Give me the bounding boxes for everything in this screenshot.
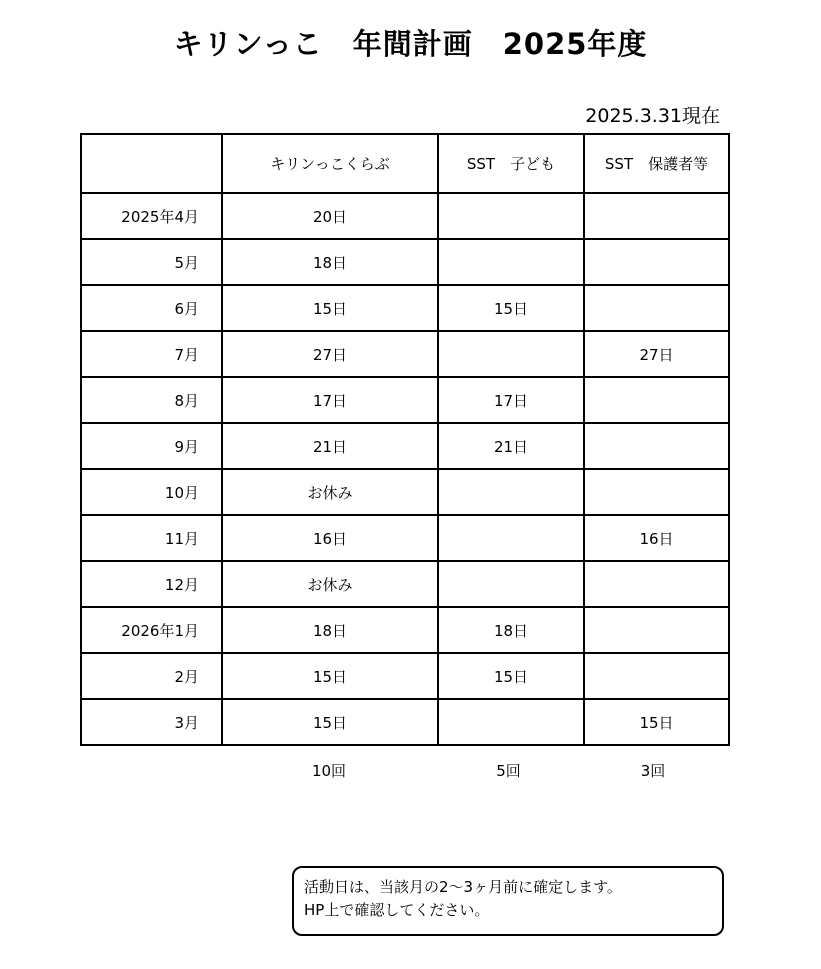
- cell-sst-child: [438, 239, 584, 285]
- table-row: [81, 515, 729, 561]
- cell-sst-child: [438, 699, 584, 745]
- cell-sst-parent: [584, 469, 729, 515]
- cell-club: 16日: [222, 515, 438, 561]
- cell-club: 18日: [222, 239, 438, 285]
- cell-club: 17日: [222, 377, 438, 423]
- table-row: [81, 699, 729, 745]
- notice-line-2: HP上で確認してください。: [304, 901, 490, 919]
- notice-box: [292, 866, 724, 936]
- cell-sst-parent: 16日: [584, 515, 729, 561]
- cell-club: 15日: [222, 285, 438, 331]
- table-body: [81, 193, 729, 745]
- cell-month: 2月: [81, 653, 222, 699]
- table-row: [81, 561, 729, 607]
- cell-sst-child: 17日: [438, 377, 584, 423]
- total-sst-parent: 3回: [640, 762, 666, 780]
- cell-sst-child: 15日: [438, 285, 584, 331]
- cell-sst-parent: [584, 377, 729, 423]
- cell-month: 10月: [81, 469, 222, 515]
- table-row: [81, 653, 729, 699]
- cell-month: 11月: [81, 515, 222, 561]
- cell-sst-parent: [584, 653, 729, 699]
- header-month: [81, 134, 222, 193]
- cell-month: 3月: [81, 699, 222, 745]
- cell-month: 6月: [81, 285, 222, 331]
- cell-sst-child: [438, 561, 584, 607]
- cell-month: 2025年4月: [81, 193, 222, 239]
- cell-month: 8月: [81, 377, 222, 423]
- table-row: [81, 285, 729, 331]
- header-club: キリンっこくらぶ: [222, 134, 438, 193]
- annual-plan-table: [80, 133, 730, 746]
- cell-club: 15日: [222, 699, 438, 745]
- cell-sst-child: [438, 515, 584, 561]
- cell-sst-child: [438, 331, 584, 377]
- table-row: [81, 469, 729, 515]
- cell-sst-parent: 15日: [584, 699, 729, 745]
- cell-month: 2026年1月: [81, 607, 222, 653]
- table-row: [81, 193, 729, 239]
- total-club: 10回: [311, 762, 347, 780]
- cell-sst-parent: [584, 607, 729, 653]
- notice-line-1: 活動日は、当該月の2～3ヶ月前に確定します。: [304, 878, 622, 896]
- cell-club: 21日: [222, 423, 438, 469]
- cell-month: 9月: [81, 423, 222, 469]
- cell-month: 7月: [81, 331, 222, 377]
- cell-sst-child: 21日: [438, 423, 584, 469]
- page-title: キリンっこ 年間計画 2025年度: [173, 27, 648, 61]
- header-sst-child: SST 子ども: [438, 134, 584, 193]
- cell-sst-parent: 27日: [584, 331, 729, 377]
- cell-club: お休み: [222, 469, 438, 515]
- cell-club: 27日: [222, 331, 438, 377]
- cell-month: 5月: [81, 239, 222, 285]
- totals-row: [0, 760, 821, 784]
- cell-sst-parent: [584, 239, 729, 285]
- cell-sst-parent: [584, 423, 729, 469]
- cell-club: 18日: [222, 607, 438, 653]
- cell-sst-parent: [584, 561, 729, 607]
- table-row: [81, 423, 729, 469]
- cell-sst-parent: [584, 285, 729, 331]
- cell-sst-child: [438, 469, 584, 515]
- cell-club: 20日: [222, 193, 438, 239]
- cell-club: 15日: [222, 653, 438, 699]
- header-sst-parent: SST 保護者等: [584, 134, 729, 193]
- table-header-row: [81, 134, 729, 193]
- cell-sst-parent: [584, 193, 729, 239]
- table-row: [81, 331, 729, 377]
- table-row: [81, 377, 729, 423]
- cell-month: 12月: [81, 561, 222, 607]
- cell-sst-child: 15日: [438, 653, 584, 699]
- total-sst-child: 5回: [496, 762, 521, 780]
- table-row: [81, 239, 729, 285]
- cell-sst-child: [438, 193, 584, 239]
- cell-club: お休み: [222, 561, 438, 607]
- cell-sst-child: 18日: [438, 607, 584, 653]
- table-row: [81, 607, 729, 653]
- as-of-date: 2025.3.31現在: [585, 105, 720, 127]
